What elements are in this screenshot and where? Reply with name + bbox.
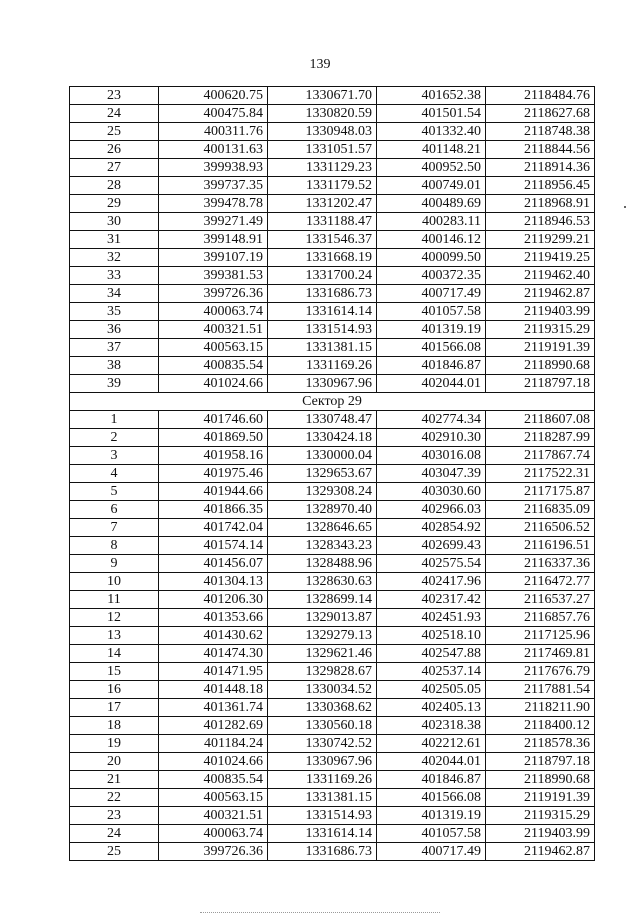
point-number-cell: 33 — [70, 267, 159, 285]
table-row — [70, 519, 595, 537]
coordinate-cell: 400563.15 — [159, 339, 268, 357]
coordinate-cell: 400835.54 — [159, 357, 268, 375]
coordinate-cell: 2118627.68 — [486, 105, 595, 123]
coordinate-cell: 402854.92 — [377, 519, 486, 537]
coordinate-cell: 2118287.99 — [486, 429, 595, 447]
coordinate-cell: 401304.13 — [159, 573, 268, 591]
coordinate-cell: 402537.14 — [377, 663, 486, 681]
point-number-cell: 23 — [70, 87, 159, 105]
coordinate-cell: 400475.84 — [159, 105, 268, 123]
coordinate-cell: 2118211.90 — [486, 699, 595, 717]
coordinate-cell: 1331700.24 — [268, 267, 377, 285]
coordinate-cell: 2118797.18 — [486, 375, 595, 393]
coordinate-cell: 402699.43 — [377, 537, 486, 555]
coordinate-cell: 401319.19 — [377, 807, 486, 825]
coordinate-cell: 2119191.39 — [486, 789, 595, 807]
coordinate-cell: 1331514.93 — [268, 321, 377, 339]
table-row — [70, 231, 595, 249]
coordinate-cell: 2118484.76 — [486, 87, 595, 105]
bottom-scan-line — [200, 912, 440, 913]
coordinate-cell: 2116506.52 — [486, 519, 595, 537]
coordinate-cell: 401846.87 — [377, 771, 486, 789]
coordinate-cell: 402966.03 — [377, 501, 486, 519]
point-number-cell: 20 — [70, 753, 159, 771]
coordinate-cell: 1331188.47 — [268, 213, 377, 231]
point-number-cell: 19 — [70, 735, 159, 753]
coordinate-cell: 403030.60 — [377, 483, 486, 501]
coordinate-cell: 399938.93 — [159, 159, 268, 177]
point-number-cell: 25 — [70, 843, 159, 861]
coordinate-cell: 400563.15 — [159, 789, 268, 807]
coordinate-cell: 402547.88 — [377, 645, 486, 663]
coordinate-cell: 400749.01 — [377, 177, 486, 195]
coordinate-cell: 401866.35 — [159, 501, 268, 519]
coordinate-cell: 401846.87 — [377, 357, 486, 375]
coordinate-cell: 1331381.15 — [268, 789, 377, 807]
point-number-cell: 5 — [70, 483, 159, 501]
table-row — [70, 123, 595, 141]
point-number-cell: 36 — [70, 321, 159, 339]
coordinate-cell: 399271.49 — [159, 213, 268, 231]
coordinate-cell: 2119462.87 — [486, 843, 595, 861]
coordinate-cell: 1329013.87 — [268, 609, 377, 627]
table-row — [70, 177, 595, 195]
coordinate-cell: 2117175.87 — [486, 483, 595, 501]
table-row — [70, 537, 595, 555]
coordinate-cell: 400063.74 — [159, 303, 268, 321]
coordinate-cell: 400063.74 — [159, 825, 268, 843]
coordinate-cell: 401456.07 — [159, 555, 268, 573]
coordinate-cell: 400835.54 — [159, 771, 268, 789]
coordinate-cell: 2118797.18 — [486, 753, 595, 771]
coordinate-cell: 401746.60 — [159, 411, 268, 429]
table-row — [70, 321, 595, 339]
coordinate-cell: 2117522.31 — [486, 465, 595, 483]
table-row — [70, 699, 595, 717]
coordinate-cell: 399737.35 — [159, 177, 268, 195]
point-number-cell: 1 — [70, 411, 159, 429]
table-row — [70, 555, 595, 573]
coordinates-table-body — [70, 87, 595, 861]
point-number-cell: 29 — [70, 195, 159, 213]
coordinate-cell: 1328488.96 — [268, 555, 377, 573]
table-row — [70, 303, 595, 321]
point-number-cell: 30 — [70, 213, 159, 231]
point-number-cell: 24 — [70, 105, 159, 123]
coordinate-cell: 402575.54 — [377, 555, 486, 573]
coordinate-cell: 400311.76 — [159, 123, 268, 141]
coordinate-cell: 1329653.67 — [268, 465, 377, 483]
table-row — [70, 159, 595, 177]
coordinate-cell: 2116196.51 — [486, 537, 595, 555]
table-row — [70, 843, 595, 861]
coordinate-cell: 2117676.79 — [486, 663, 595, 681]
coordinate-cell: 2118748.38 — [486, 123, 595, 141]
coordinate-cell: 401282.69 — [159, 717, 268, 735]
table-row — [70, 663, 595, 681]
table-row — [70, 339, 595, 357]
coordinate-cell: 1331546.37 — [268, 231, 377, 249]
coordinate-cell: 1331169.26 — [268, 357, 377, 375]
coordinate-cell: 1328970.40 — [268, 501, 377, 519]
coordinate-cell: 399726.36 — [159, 285, 268, 303]
coordinate-cell: 1330967.96 — [268, 375, 377, 393]
coordinate-cell: 2119462.87 — [486, 285, 595, 303]
coordinate-cell: 401057.58 — [377, 303, 486, 321]
coordinate-cell: 2117867.74 — [486, 447, 595, 465]
coordinate-cell: 403016.08 — [377, 447, 486, 465]
coordinate-cell: 2119403.99 — [486, 825, 595, 843]
coordinate-cell: 401566.08 — [377, 789, 486, 807]
coordinate-cell: 2118990.68 — [486, 357, 595, 375]
coordinate-cell: 2118956.45 — [486, 177, 595, 195]
point-number-cell: 16 — [70, 681, 159, 699]
coordinate-cell: 1330424.18 — [268, 429, 377, 447]
coordinate-cell: 1331686.73 — [268, 843, 377, 861]
coordinate-cell: 1328699.14 — [268, 591, 377, 609]
coordinate-cell: 2119462.40 — [486, 267, 595, 285]
coordinate-cell: 2117125.96 — [486, 627, 595, 645]
coordinate-cell: 401448.18 — [159, 681, 268, 699]
coordinate-cell: 401361.74 — [159, 699, 268, 717]
table-row — [70, 717, 595, 735]
coordinate-cell: 2116337.36 — [486, 555, 595, 573]
point-number-cell: 38 — [70, 357, 159, 375]
point-number-cell: 37 — [70, 339, 159, 357]
coordinate-cell: 400131.63 — [159, 141, 268, 159]
coordinate-cell: 1331514.93 — [268, 807, 377, 825]
table-row — [70, 771, 595, 789]
coordinate-cell: 2117881.54 — [486, 681, 595, 699]
coordinate-cell: 1331169.26 — [268, 771, 377, 789]
point-number-cell: 11 — [70, 591, 159, 609]
coordinate-cell: 1330368.62 — [268, 699, 377, 717]
coordinate-cell: 399478.78 — [159, 195, 268, 213]
table-row — [70, 195, 595, 213]
coordinate-cell: 1331381.15 — [268, 339, 377, 357]
coordinate-cell: 2118607.08 — [486, 411, 595, 429]
coordinate-cell: 401944.66 — [159, 483, 268, 501]
table-row — [70, 465, 595, 483]
table-row — [70, 249, 595, 267]
point-number-cell: 9 — [70, 555, 159, 573]
point-number-cell: 15 — [70, 663, 159, 681]
point-number-cell: 10 — [70, 573, 159, 591]
coordinate-cell: 2117469.81 — [486, 645, 595, 663]
point-number-cell: 18 — [70, 717, 159, 735]
point-number-cell: 3 — [70, 447, 159, 465]
coordinate-cell: 2119419.25 — [486, 249, 595, 267]
coordinate-cell: 399726.36 — [159, 843, 268, 861]
coordinate-cell: 2116835.09 — [486, 501, 595, 519]
coordinate-cell: 402317.42 — [377, 591, 486, 609]
coordinate-cell: 1329308.24 — [268, 483, 377, 501]
coordinate-cell: 1330560.18 — [268, 717, 377, 735]
coordinate-cell: 402405.13 — [377, 699, 486, 717]
coordinate-cell: 1331179.52 — [268, 177, 377, 195]
coordinate-cell: 400717.49 — [377, 843, 486, 861]
coordinate-cell: 2118578.36 — [486, 735, 595, 753]
point-number-cell: 27 — [70, 159, 159, 177]
coordinate-cell: 2119315.29 — [486, 321, 595, 339]
coordinate-cell: 401024.66 — [159, 753, 268, 771]
coordinate-cell: 2118914.36 — [486, 159, 595, 177]
point-number-cell: 4 — [70, 465, 159, 483]
coordinate-cell: 1330820.59 — [268, 105, 377, 123]
coordinate-cell: 2119403.99 — [486, 303, 595, 321]
table-row — [70, 591, 595, 609]
table-row — [70, 447, 595, 465]
coordinate-cell: 1329621.46 — [268, 645, 377, 663]
coordinate-cell: 401975.46 — [159, 465, 268, 483]
coordinate-cell: 1330742.52 — [268, 735, 377, 753]
coordinate-cell: 401652.38 — [377, 87, 486, 105]
page-number: 139 — [309, 57, 331, 72]
point-number-cell: 31 — [70, 231, 159, 249]
point-number-cell: 32 — [70, 249, 159, 267]
coordinate-cell: 401566.08 — [377, 339, 486, 357]
coordinate-cell: 401501.54 — [377, 105, 486, 123]
coordinate-cell: 402044.01 — [377, 375, 486, 393]
coordinate-cell: 400321.51 — [159, 807, 268, 825]
coordinate-cell: 1330748.47 — [268, 411, 377, 429]
point-number-cell: 21 — [70, 771, 159, 789]
point-number-cell: 39 — [70, 375, 159, 393]
table-row — [70, 753, 595, 771]
table-row — [70, 573, 595, 591]
coordinate-cell: 403047.39 — [377, 465, 486, 483]
coordinate-cell: 400372.35 — [377, 267, 486, 285]
point-number-cell: 17 — [70, 699, 159, 717]
coordinate-cell: 401148.21 — [377, 141, 486, 159]
point-number-cell: 6 — [70, 501, 159, 519]
coordinate-cell: 2118946.53 — [486, 213, 595, 231]
table-row — [70, 807, 595, 825]
point-number-cell: 25 — [70, 123, 159, 141]
table-row — [70, 87, 595, 105]
point-number-cell: 13 — [70, 627, 159, 645]
coordinate-cell: 1329828.67 — [268, 663, 377, 681]
coordinate-cell: 400620.75 — [159, 87, 268, 105]
coordinate-cell: 1330000.04 — [268, 447, 377, 465]
coordinate-cell: 400099.50 — [377, 249, 486, 267]
table-row — [70, 105, 595, 123]
table-row — [70, 825, 595, 843]
point-number-cell: 35 — [70, 303, 159, 321]
coordinate-cell: 402774.34 — [377, 411, 486, 429]
table-row — [70, 609, 595, 627]
coordinate-cell: 401024.66 — [159, 375, 268, 393]
coordinate-cell: 401353.66 — [159, 609, 268, 627]
coordinate-cell: 2116857.76 — [486, 609, 595, 627]
coordinate-cell: 1328646.65 — [268, 519, 377, 537]
coordinate-cell: 2118968.91 — [486, 195, 595, 213]
table-row — [70, 411, 595, 429]
coordinate-cell: 401869.50 — [159, 429, 268, 447]
coordinate-cell: 1331129.23 — [268, 159, 377, 177]
coordinate-cell: 400146.12 — [377, 231, 486, 249]
table-row — [70, 141, 595, 159]
table-row — [70, 627, 595, 645]
coordinate-cell: 401958.16 — [159, 447, 268, 465]
table-row — [70, 429, 595, 447]
coordinate-cell: 402910.30 — [377, 429, 486, 447]
table-row — [70, 375, 595, 393]
point-number-cell: 22 — [70, 789, 159, 807]
coordinate-cell: 402318.38 — [377, 717, 486, 735]
point-number-cell: 12 — [70, 609, 159, 627]
table-row — [70, 483, 595, 501]
point-number-cell: 26 — [70, 141, 159, 159]
coordinate-cell: 2119191.39 — [486, 339, 595, 357]
table-row — [70, 267, 595, 285]
coordinate-cell: 401057.58 — [377, 825, 486, 843]
coordinate-cell: 401332.40 — [377, 123, 486, 141]
point-number-cell: 34 — [70, 285, 159, 303]
table-row — [70, 681, 595, 699]
point-number-cell: 24 — [70, 825, 159, 843]
coordinate-cell: 2116472.77 — [486, 573, 595, 591]
table-row — [70, 645, 595, 663]
coordinate-cell: 401474.30 — [159, 645, 268, 663]
coordinate-cell: 400489.69 — [377, 195, 486, 213]
coordinate-cell: 1330034.52 — [268, 681, 377, 699]
coordinate-cell: 2119299.21 — [486, 231, 595, 249]
coordinate-cell: 401471.95 — [159, 663, 268, 681]
coordinate-cell: 2118400.12 — [486, 717, 595, 735]
coordinate-cell: 402417.96 — [377, 573, 486, 591]
coordinate-cell: 400321.51 — [159, 321, 268, 339]
coordinate-cell: 2118844.56 — [486, 141, 595, 159]
coordinate-cell: 401184.24 — [159, 735, 268, 753]
coordinate-cell: 400283.11 — [377, 213, 486, 231]
point-number-cell: 14 — [70, 645, 159, 663]
coordinate-cell: 401742.04 — [159, 519, 268, 537]
coordinate-cell: 401319.19 — [377, 321, 486, 339]
coordinate-cell: 402505.05 — [377, 681, 486, 699]
coordinate-cell: 1330967.96 — [268, 753, 377, 771]
coordinate-cell: 1331614.14 — [268, 825, 377, 843]
coordinate-cell: 401206.30 — [159, 591, 268, 609]
table-row — [70, 357, 595, 375]
table-row — [70, 285, 595, 303]
scan-speck — [624, 206, 626, 208]
coordinate-cell: 402451.93 — [377, 609, 486, 627]
table-row — [70, 213, 595, 231]
coordinate-cell: 1331202.47 — [268, 195, 377, 213]
coordinate-cell: 399107.19 — [159, 249, 268, 267]
coordinate-cell: 400952.50 — [377, 159, 486, 177]
coordinate-cell: 399148.91 — [159, 231, 268, 249]
section-label: Сектор 29 — [70, 393, 595, 411]
coordinate-cell: 2118990.68 — [486, 771, 595, 789]
table-row — [70, 735, 595, 753]
table-row — [70, 789, 595, 807]
coordinate-cell: 1331668.19 — [268, 249, 377, 267]
point-number-cell: 28 — [70, 177, 159, 195]
coordinate-cell: 1328343.23 — [268, 537, 377, 555]
coordinate-cell: 1331686.73 — [268, 285, 377, 303]
coordinate-cell: 401430.62 — [159, 627, 268, 645]
coordinate-cell: 1331051.57 — [268, 141, 377, 159]
coordinate-cell: 2119315.29 — [486, 807, 595, 825]
point-number-cell: 2 — [70, 429, 159, 447]
coordinate-cell: 1330671.70 — [268, 87, 377, 105]
coordinate-cell: 400717.49 — [377, 285, 486, 303]
point-number-cell: 23 — [70, 807, 159, 825]
table-row — [70, 501, 595, 519]
section-header-row — [70, 393, 595, 411]
coordinate-cell: 1329279.13 — [268, 627, 377, 645]
coordinate-cell: 399381.53 — [159, 267, 268, 285]
coordinate-cell: 1328630.63 — [268, 573, 377, 591]
coordinate-cell: 1330948.03 — [268, 123, 377, 141]
coordinates-table — [69, 86, 595, 861]
coordinate-cell: 1331614.14 — [268, 303, 377, 321]
point-number-cell: 8 — [70, 537, 159, 555]
coordinate-cell: 2116537.27 — [486, 591, 595, 609]
coordinate-cell: 402212.61 — [377, 735, 486, 753]
point-number-cell: 7 — [70, 519, 159, 537]
coordinate-cell: 402518.10 — [377, 627, 486, 645]
coordinate-cell: 401574.14 — [159, 537, 268, 555]
coordinate-cell: 402044.01 — [377, 753, 486, 771]
